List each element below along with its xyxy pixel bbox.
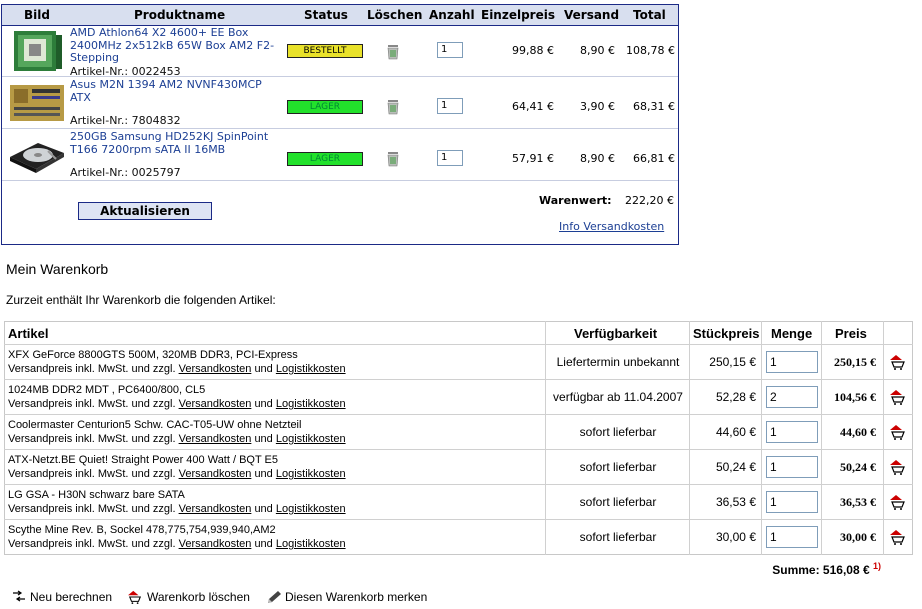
shipping-cost-link[interactable]: Versandkosten — [178, 468, 252, 480]
logistics-cost-link[interactable]: Logistikkosten — [275, 433, 346, 445]
row-total: 50,24 € — [840, 460, 876, 474]
row-total: 66,81 € — [633, 152, 675, 165]
clear-cart-icon — [126, 590, 144, 604]
logistics-cost-link[interactable]: Logistikkosten — [275, 363, 346, 375]
quantity-input[interactable]: 1 — [766, 526, 818, 548]
pencil-icon — [266, 590, 282, 604]
unit-price: 36,53 € — [715, 495, 756, 509]
header-total: Total — [633, 8, 666, 22]
divider — [4, 414, 913, 415]
item-name: 1024MB DDR2 MDT , PC6400/800, CL5 — [8, 384, 206, 396]
shipping-price: 8,90 € — [580, 152, 615, 165]
quantity-input[interactable]: 1 — [437, 150, 463, 166]
row-total: 36,53 € — [840, 495, 876, 509]
shipping-note: Versandpreis inkl. MwSt. und zzgl. — [8, 538, 176, 550]
shipping-note: Versandpreis inkl. MwSt. und zzgl. — [8, 468, 176, 480]
remove-cart-icon[interactable] — [889, 389, 907, 405]
unit-price: 52,28 € — [715, 390, 756, 404]
cart-item-text — [8, 418, 346, 446]
row-total: 44,60 € — [840, 425, 876, 439]
header-verfuegbarkeit: Verfügbarkeit — [574, 326, 658, 341]
shipping-price: 8,90 € — [580, 44, 615, 57]
recalculate-label: Neu berechnen — [30, 590, 113, 604]
availability: sofort lieferbar — [579, 425, 657, 439]
quantity-input[interactable]: 1 — [766, 456, 818, 478]
order-cart-panel — [1, 4, 679, 245]
header-artikel: Artikel — [8, 326, 49, 341]
header-einzelpreis: Einzelpreis — [481, 8, 555, 22]
header-loeschen: Löschen — [367, 8, 423, 22]
divider — [4, 449, 913, 450]
trash-icon[interactable] — [385, 150, 401, 167]
availability: verfügbar ab 11.04.2007 — [553, 390, 683, 404]
item-name: LG GSA - H30N schwarz bare SATA — [8, 489, 185, 501]
cart-item-text — [8, 523, 346, 551]
remove-cart-icon[interactable] — [889, 424, 907, 440]
sum-footnote: 1) — [872, 561, 881, 571]
cart-item-text — [8, 488, 346, 516]
row-total: 30,00 € — [840, 530, 876, 544]
logistics-cost-link[interactable]: Logistikkosten — [275, 538, 346, 550]
clear-cart-label: Warenkorb löschen — [147, 590, 250, 604]
order-row — [2, 25, 678, 77]
and-word: und — [254, 468, 273, 480]
remember-cart-button[interactable] — [266, 590, 427, 604]
item-name: Scythe Mine Rev. B, Sockel 478,775,754,939,940,AM2 — [8, 524, 276, 536]
shipping-note: Versandpreis inkl. MwSt. und zzgl. — [8, 398, 176, 410]
remember-cart-label: Diesen Warenkorb merken — [285, 590, 428, 604]
shipping-cost-link[interactable]: Versandkosten — [178, 363, 252, 375]
status-badge: LAGER — [287, 152, 363, 166]
availability: Liefertermin unbekannt — [556, 355, 680, 369]
remove-cart-icon[interactable] — [889, 494, 907, 510]
status-badge: LAGER — [287, 100, 363, 114]
header-anzahl: Anzahl — [429, 8, 475, 22]
quantity-input[interactable]: 1 — [437, 42, 463, 58]
remove-cart-icon[interactable] — [889, 529, 907, 545]
warenwert-label: Warenwert: — [539, 194, 612, 207]
shipping-cost-link[interactable]: Versandkosten — [178, 503, 252, 515]
and-word: und — [254, 363, 273, 375]
unit-price: 64,41 € — [512, 100, 554, 113]
divider — [4, 344, 913, 345]
shipping-note: Versandpreis inkl. MwSt. und zzgl. — [8, 503, 176, 515]
and-word: und — [254, 433, 273, 445]
header-produktname: Produktname — [134, 8, 226, 22]
cart-item-text — [8, 348, 346, 376]
status-badge: BESTELLT — [287, 44, 363, 58]
logistics-cost-link[interactable]: Logistikkosten — [275, 398, 346, 410]
harddisk-image — [8, 133, 66, 177]
and-word: und — [254, 503, 273, 515]
order-row — [2, 77, 678, 129]
unit-price: 250,15 € — [709, 355, 756, 369]
shipping-cost-link[interactable]: Versandkosten — [178, 398, 252, 410]
cart-title: Mein Warenkorb — [6, 261, 109, 277]
recalculate-icon — [11, 590, 27, 604]
product-name[interactable]: AMD Athlon64 X2 4600+ EE Box 2400MHz 2x512kB 65W Box AM2 F2-Stepping — [70, 26, 275, 64]
remove-cart-icon[interactable] — [889, 459, 907, 475]
order-table-header — [2, 5, 678, 26]
cart-table — [4, 321, 913, 577]
product-name[interactable]: Asus M2N 1394 AM2 NVNF430MCP ATX — [70, 78, 262, 104]
header-preis: Preis — [835, 326, 867, 341]
recalculate-button[interactable] — [11, 590, 112, 604]
quantity-input[interactable]: 2 — [766, 386, 818, 408]
shipping-note: Versandpreis inkl. MwSt. und zzgl. — [8, 363, 176, 375]
cart-sum — [772, 561, 881, 577]
remove-cart-icon[interactable] — [889, 354, 907, 370]
shipping-price: 3,90 € — [580, 100, 615, 113]
unit-price: 99,88 € — [512, 44, 554, 57]
divider — [4, 519, 913, 520]
header-bild: Bild — [24, 8, 50, 22]
and-word: und — [254, 398, 273, 410]
item-name: Coolermaster Centurion5 Schw. CAC-T05-UW ohne Netzteil — [8, 419, 302, 431]
product-name[interactable]: 250GB Samsung HD252KJ SpinPoint T166 7200rpm sATA II 16MB — [70, 130, 269, 156]
trash-icon[interactable] — [385, 43, 401, 60]
item-name: XFX GeForce 8800GTS 500M, 320MB DDR3, PCI-Express — [8, 349, 298, 361]
unit-price: 57,91 € — [512, 152, 554, 165]
cart-subtitle: Zurzeit enthält Ihr Warenkorb die folgenden Artikel: — [6, 293, 276, 307]
quantity-input[interactable]: 1 — [437, 98, 463, 114]
quantity-input[interactable]: 1 — [766, 351, 818, 373]
shipping-cost-link[interactable]: Versandkosten — [178, 538, 252, 550]
header-stueckpreis: Stückpreis — [693, 326, 760, 341]
sum-label: Summe: — [772, 563, 820, 577]
sum-value: 516,08 € — [822, 563, 870, 577]
article-number: Artikel-Nr.: 7804832 — [70, 114, 181, 127]
cpu-box-image — [8, 29, 66, 73]
order-row — [2, 129, 678, 181]
availability: sofort lieferbar — [579, 495, 657, 509]
quantity-input[interactable]: 1 — [766, 491, 818, 513]
shipping-info-link[interactable]: Info Versandkosten — [559, 220, 665, 233]
row-total: 104,56 € — [834, 390, 876, 404]
cart-item-text — [8, 453, 346, 481]
article-number: Artikel-Nr.: 0025797 — [70, 166, 181, 179]
and-word: und — [254, 538, 273, 550]
update-button[interactable]: Aktualisieren — [78, 202, 212, 220]
shipping-note: Versandpreis inkl. MwSt. und zzgl. — [8, 433, 176, 445]
motherboard-image — [8, 81, 66, 125]
trash-icon[interactable] — [385, 98, 401, 115]
header-status: Status — [304, 8, 348, 22]
article-number: Artikel-Nr.: 0022453 — [70, 65, 181, 78]
divider — [4, 379, 913, 380]
shipping-cost-link[interactable]: Versandkosten — [178, 433, 252, 445]
logistics-cost-link[interactable]: Logistikkosten — [275, 468, 346, 480]
unit-price: 44,60 € — [715, 425, 756, 439]
warenwert-value: 222,20 € — [625, 194, 674, 207]
availability: sofort lieferbar — [579, 460, 657, 474]
availability: sofort lieferbar — [579, 530, 657, 544]
row-total: 250,15 € — [834, 355, 876, 369]
divider — [4, 484, 913, 485]
header-versand: Versand — [564, 8, 620, 22]
row-total: 68,31 € — [633, 100, 675, 113]
clear-cart-button[interactable] — [126, 590, 250, 604]
cart-item-text — [8, 383, 346, 411]
quantity-input[interactable]: 1 — [766, 421, 818, 443]
header-menge: Menge — [771, 326, 813, 341]
row-total: 108,78 € — [626, 44, 675, 57]
logistics-cost-link[interactable]: Logistikkosten — [275, 503, 346, 515]
unit-price: 30,00 € — [715, 530, 756, 544]
item-name: ATX-Netzt.BE Quiet! Straight Power 400 Watt / BQT E5 — [8, 454, 279, 466]
unit-price: 50,24 € — [715, 460, 756, 474]
